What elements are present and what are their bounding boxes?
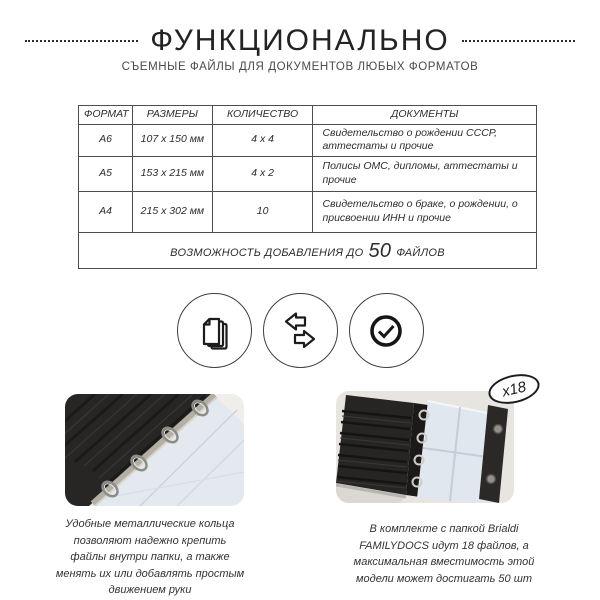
capacity-prefix: ВОЗМОЖНОСТЬ ДОБАВЛЕНИЯ ДО: [170, 247, 364, 260]
col-header-documents: ДОКУМЕНТЫ: [313, 106, 537, 125]
cell-format: А4: [79, 191, 133, 232]
header: [0, 24, 600, 58]
documents-stack-icon: [177, 293, 252, 368]
cell-docs: Полисы ОМС, дипломы, аттестаты и прочие: [313, 156, 537, 191]
col-header-quantity: КОЛИЧЕСТВО: [212, 106, 313, 125]
caption-rings: Удобные металлические кольца позволяют надежно крепить файлы внутри папки, а также менять их или добавлять простым движением руки: [55, 518, 245, 596]
capacity-suffix: ФАЙЛОВ: [396, 247, 445, 260]
dotted-line-right: [462, 40, 575, 42]
cell-size: 215 x 302 мм: [133, 191, 213, 232]
cell-count: 4 x 4: [212, 124, 313, 156]
capacity-note: [79, 232, 537, 268]
cell-size: 107 x 150 мм: [133, 124, 213, 156]
cell-docs: Свидетельство о рождении СССР, аттестаты и прочие: [313, 124, 537, 156]
photo-rings-closeup: [65, 394, 244, 506]
swap-arrows-icon: [263, 293, 338, 368]
formats-table: [78, 105, 537, 269]
photo-folder-with-files: [336, 377, 528, 503]
caption-kit: В комплекте с папкой Brialdi FAMILYDOCS идут 18 файлов, а максимальная вместимость этой модели может достигать 50 шт: [353, 523, 535, 585]
cell-format: А5: [79, 156, 133, 191]
check-circle-icon: [349, 293, 424, 368]
capacity-number: 50: [368, 240, 392, 263]
table-header-row: [79, 106, 537, 125]
feature-icons: [0, 293, 600, 368]
dotted-line-left: [25, 40, 138, 42]
cell-size: 153 x 215 мм: [133, 156, 213, 191]
quantity-badge: x18: [486, 370, 543, 409]
table-footer-row: [79, 232, 537, 268]
table-row: [79, 156, 537, 191]
page-subtitle: СЪЕМНЫЕ ФАЙЛЫ ДЛЯ ДОКУМЕНТОВ ЛЮБЫХ ФОРМАТОВ: [121, 61, 479, 73]
table-row: [79, 191, 537, 232]
cell-docs: Свидетельство о браке, о рождении, о присвоении ИНН и прочие: [313, 191, 537, 232]
col-header-sizes: РАЗМЕРЫ: [133, 106, 213, 125]
cell-count: 4 x 2: [212, 156, 313, 191]
col-header-format: ФОРМАТ: [79, 106, 133, 125]
cell-count: 10: [212, 191, 313, 232]
cell-format: А6: [79, 124, 133, 156]
page-title: ФУНКЦИОНАЛЬНО: [150, 24, 450, 57]
table-row: [79, 124, 537, 156]
